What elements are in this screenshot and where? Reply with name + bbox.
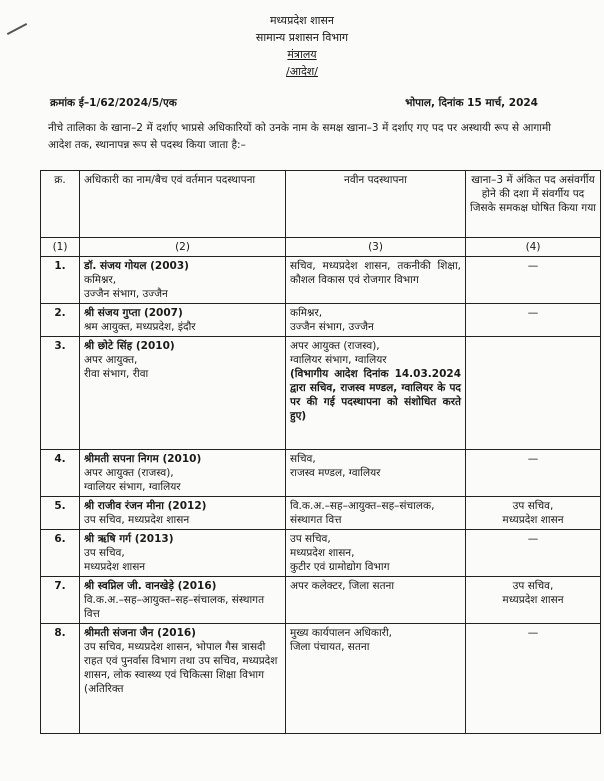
officer-cell <box>80 304 286 337</box>
row-serial: 3. <box>41 337 80 450</box>
header-new-posting: नवीन पदस्थापना <box>286 171 466 238</box>
new-posting-cell <box>286 337 466 450</box>
row-serial: 4. <box>41 450 80 497</box>
new-posting: सचिव, राजस्व मण्डल, ग्वालियर <box>290 453 381 479</box>
officer-name: श्री राजीव रंजन मीना (2012) <box>84 500 207 512</box>
officer-cell <box>80 577 286 624</box>
current-posting: उप सचिव, मध्यप्रदेश शासन <box>84 514 190 526</box>
col-number-3: (3) <box>286 238 466 257</box>
new-posting-cell <box>286 450 466 497</box>
equivalent-post <box>466 337 601 450</box>
header-officer: अधिकारी का नाम/बैच एवं वर्तमान पदस्थापना <box>80 171 286 238</box>
officer-name: श्रीमती सपना निगम (2010) <box>84 453 202 465</box>
officer-cell <box>80 337 286 450</box>
col-number-1: (1) <box>41 238 80 257</box>
posting-table <box>40 170 601 734</box>
officer-name: श्री स्वप्निल जी. वानखेड़े (2016) <box>84 580 217 592</box>
table-row <box>41 337 601 450</box>
letterhead <box>0 12 604 80</box>
officer-cell <box>80 624 286 734</box>
row-serial: 5. <box>41 497 80 530</box>
new-posting-cell <box>286 257 466 304</box>
equivalent-post: — <box>466 304 601 337</box>
col-number-2: (2) <box>80 238 286 257</box>
table-row <box>41 624 601 734</box>
header-serial: क्र. <box>41 171 80 238</box>
new-posting: वि.क.अ.–सह–आयुक्त–सह–संचालक, संस्थागत वित्त <box>290 500 435 526</box>
new-posting-cell <box>286 530 466 577</box>
table-header-row <box>41 171 601 238</box>
new-posting: कमिश्नर, उज्जैन संभाग, उज्जैन <box>290 307 374 333</box>
officer-name: श्री ऋषि गर्ग (2013) <box>84 533 174 545</box>
officer-name: डॉ. संजय गोयल (2003) <box>84 260 189 272</box>
table-row <box>41 257 601 304</box>
equivalent-post: — <box>466 530 601 577</box>
new-posting-cell <box>286 497 466 530</box>
equivalent-post: — <box>466 450 601 497</box>
current-posting: उप सचिव, मध्यप्रदेश शासन <box>84 547 146 573</box>
table-row <box>41 497 601 530</box>
intro-paragraph: नीचे तालिका के खाना–2 में दर्शाए भाप्रसे अधिकारियों को उनके नाम के समक्ष खाना–3 में दर्शाए गए पद पर अस्थायी रूप से आगामी आदेश तक, स्थानापन्न रूप से पदस्थ किया जाता है:– <box>48 122 551 151</box>
officer-name: श्री छोटे सिंह (2010) <box>84 340 175 352</box>
posting-note: (विभागीय आदेश दिनांक 14.03.2024 द्वारा सचिव, राजस्व मण्डल, ग्वालियर के पद पर की गई पदस्थापना को संशोधित करते हुए) <box>290 368 461 422</box>
ministry-label: मंत्रालय <box>287 48 317 61</box>
govt-name: मध्यप्रदेश शासन <box>269 14 335 27</box>
officer-name: श्री संजय गुप्ता (2007) <box>84 307 183 319</box>
order-number: क्रमांक ई–1/62/2024/5/एक <box>50 97 177 109</box>
order-label: /आदेश/ <box>286 65 318 78</box>
equivalent-post: उप सचिव, मध्यप्रदेश शासन <box>466 497 601 530</box>
new-posting-cell <box>286 577 466 624</box>
current-posting: अपर आयुक्त (राजस्व), ग्वालियर संभाग, ग्वालियर <box>84 467 181 493</box>
department-name: सामान्य प्रशासन विभाग <box>255 31 349 44</box>
column-number-row <box>41 238 601 257</box>
new-posting-cell <box>286 624 466 734</box>
row-serial: 8. <box>41 624 80 734</box>
equivalent-post: उप सचिव, मध्यप्रदेश शासन <box>466 577 601 624</box>
table-row <box>41 450 601 497</box>
new-posting: मुख्य कार्यपालन अधिकारी, जिला पंचायत, सतना <box>290 627 393 653</box>
current-posting: कमिश्नर, उज्जैन संभाग, उज्जैन <box>84 274 168 300</box>
table-row <box>41 530 601 577</box>
new-posting: अपर कलेक्टर, जिला सतना <box>290 580 395 592</box>
row-serial: 6. <box>41 530 80 577</box>
new-posting: अपर आयुक्त (राजस्व), ग्वालियर संभाग, ग्वालियर <box>290 340 387 366</box>
officer-name: श्रीमती संजना जैन (2016) <box>84 627 196 639</box>
table-row <box>41 304 601 337</box>
row-serial: 2. <box>41 304 80 337</box>
current-posting: श्रम आयुक्त, मध्यप्रदेश, इंदौर <box>84 321 196 333</box>
header-equivalent: खाना–3 में अंकित पद असंवर्गीय होने की दशा में संवर्गीय पद जिसके समकक्ष घोषित किया गया <box>466 171 601 238</box>
col-number-4: (4) <box>466 238 601 257</box>
row-serial: 1. <box>41 257 80 304</box>
order-date: भोपाल, दिनांक 15 मार्च, 2024 <box>405 97 538 109</box>
row-serial: 7. <box>41 577 80 624</box>
current-posting: वि.क.अ.–सह–आयुक्त–सह–संचालक, संस्थागत वित्त <box>84 594 265 620</box>
new-posting-cell <box>286 304 466 337</box>
equivalent-post: — <box>466 624 601 734</box>
officer-cell <box>80 450 286 497</box>
new-posting: उप सचिव, मध्यप्रदेश शासन, कुटीर एवं ग्रामोद्योग विभाग <box>290 533 390 573</box>
officer-cell <box>80 497 286 530</box>
officer-cell <box>80 257 286 304</box>
current-posting: उप सचिव, मध्यप्रदेश शासन, भोपाल गैस त्रासदी राहत एवं पुनर्वास विभाग तथा उप सचिव, मध्यप्रदेश शासन, लोक स्वास्थ्य एवं चिकित्सा शिक्षा विभाग (अतिरिक्त <box>84 641 278 695</box>
officer-cell <box>80 530 286 577</box>
new-posting: सचिव, मध्यप्रदेश शासन, तकनीकी शिक्षा, कौशल विकास एवं रोजगार विभाग <box>290 260 461 286</box>
equivalent-post: — <box>466 257 601 304</box>
table-row <box>41 577 601 624</box>
current-posting: अपर आयुक्त, रीवा संभाग, रीवा <box>84 354 149 380</box>
